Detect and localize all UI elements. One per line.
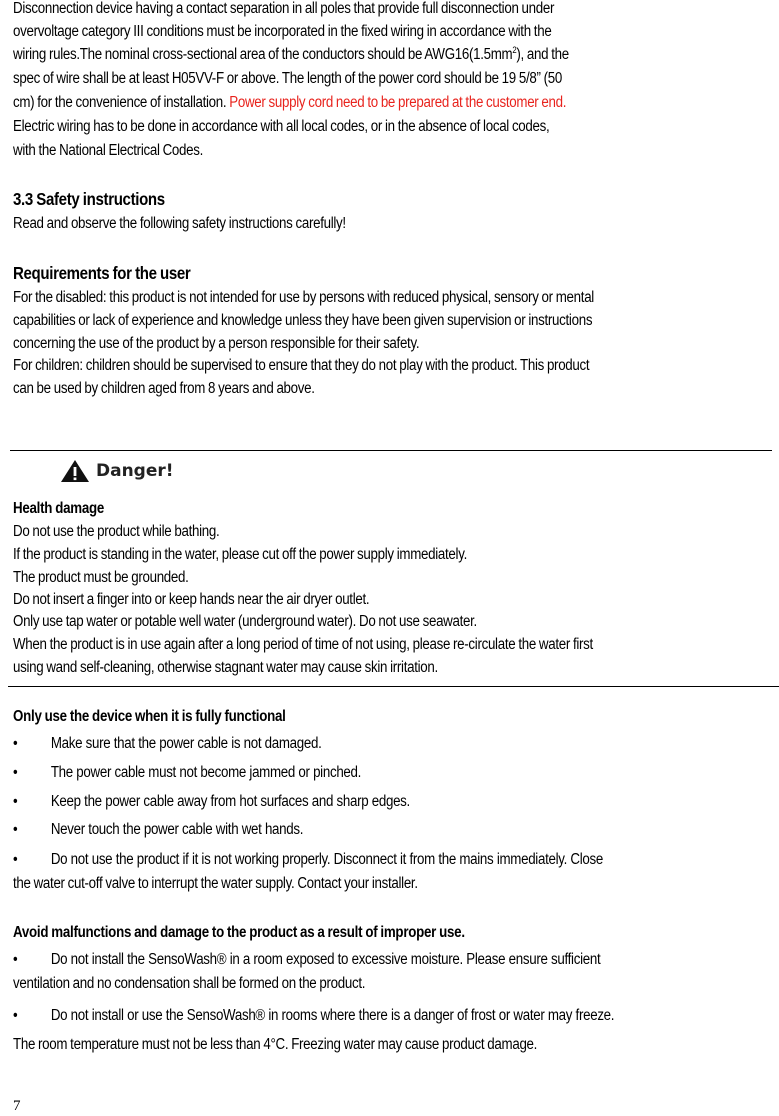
malfunctions-item-1-continuation: ventilation and no condensation shall be formed on the product. [13,975,366,992]
bullet: • [13,1007,18,1024]
functional-item-text: Make sure that the power cable is not damaged. [50,735,322,752]
danger-banner [60,457,174,485]
requirements-line-4: For children: children should be supervised to ensure that they do not play with the product. This product [13,357,590,374]
superscript-2: 2 [512,44,517,55]
functional-item-text: Never touch the power cable with wet hands. [50,821,304,838]
malfunctions-heading: Avoid malfunctions and damage to the product as a result of improper use. [13,924,465,941]
intro-line-4: spec of wire shall be at least H05VV-F or above. The length of the power cord should be 19 5/8” (50 [13,70,562,87]
bullet: • [13,793,18,810]
bullet: • [13,821,18,838]
bullet: • [13,735,18,752]
danger-line-4: Do not insert a finger into or keep hands near the air dryer outlet. [13,591,370,608]
requirements-line-1: For the disabled: this product is not intended for use by persons with reduced physical, sensory or mental [13,289,594,306]
warning-triangle-icon [60,459,90,483]
malfunctions-item-text: Do not install or use the SensoWash® in rooms where there is a danger of frost or water may freeze. [50,1007,615,1024]
health-damage-heading: Health damage [13,500,105,517]
page-number: 7 [13,1098,21,1114]
functional-item-2 [13,761,775,785]
requirements-heading: Requirements for the user [13,263,191,283]
danger-line-3: The product must be grounded. [13,569,189,586]
functional-item-text: Keep the power cable away from hot surfaces and sharp edges. [50,793,410,810]
functional-item-5 [13,848,775,872]
intro-line-3 [13,43,775,67]
intro-line-3-tail: ), and the [516,46,569,63]
functional-item-4 [13,818,775,842]
bullet: • [13,764,18,781]
danger-line-2: If the product is standing in the water, please cut off the power supply immediately. [13,546,467,563]
functional-item-5-continuation: the water cut-off valve to interrupt the water supply. Contact your installer. [13,875,418,892]
intro-line-3-text: wiring rules.The nominal cross-sectional area of the conductors should be AWG16(1.5mm [13,46,513,63]
safety-intro: Read and observe the following safety instructions carefully! [13,215,346,232]
bullet: • [13,951,18,968]
intro-line-1: Disconnection device having a contact separation in all poles that provide full disconnection under [13,0,555,17]
functional-heading: Only use the device when it is fully functional [13,708,286,725]
intro-line-5-text: cm) for the convenience of installation. [13,94,227,111]
bullet: • [13,851,18,868]
malfunctions-item-2 [13,1004,775,1028]
malfunctions-item-1 [13,948,775,972]
malfunctions-item-2-continuation: The room temperature must not be less than 4°C. Freezing water may cause product damage. [13,1036,538,1053]
malfunctions-item-text: Do not install the SensoWash® in a room exposed to excessive moisture. Please ensure sufficient [50,951,601,968]
intro-line-2: overvoltage category III conditions must be incorporated in the fixed wiring in accordance with the [13,23,552,40]
intro-line-6: Electric wiring has to be done in accordance with all local codes, or in the absence of local codes, [13,118,550,135]
danger-line-1: Do not use the product while bathing. [13,523,220,540]
customer-end-warning: Power supply cord need to be prepared at the customer end. [229,94,567,111]
functional-item-3 [13,790,775,814]
danger-line-7: using wand self-cleaning, otherwise stagnant water may cause skin irritation. [13,659,438,676]
requirements-line-3: concerning the use of the product by a person responsible for their safety. [13,335,420,352]
requirements-line-2: capabilities or lack of experience and knowledge unless they have been given supervision or instructions [13,312,593,329]
intro-line-7: with the National Electrical Codes. [13,142,204,159]
functional-item-text: The power cable must not become jammed or pinched. [50,764,362,781]
danger-line-6: When the product is in use again after a long period of time of not using, please re-circulate the water first [13,636,593,653]
intro-line-5 [13,91,775,115]
functional-item-1 [13,732,775,756]
danger-bottom-rule [8,686,779,687]
safety-heading: 3.3 Safety instructions [13,189,165,209]
danger-top-rule [10,450,772,451]
danger-label: Danger! [96,461,174,481]
functional-item-text: Do not use the product if it is not working properly. Disconnect it from the mains immediately. Close [50,851,604,868]
danger-line-5: Only use tap water or potable well water (underground water). Do not use seawater. [13,613,477,630]
requirements-line-5: can be used by children aged from 8 years and above. [13,380,315,397]
